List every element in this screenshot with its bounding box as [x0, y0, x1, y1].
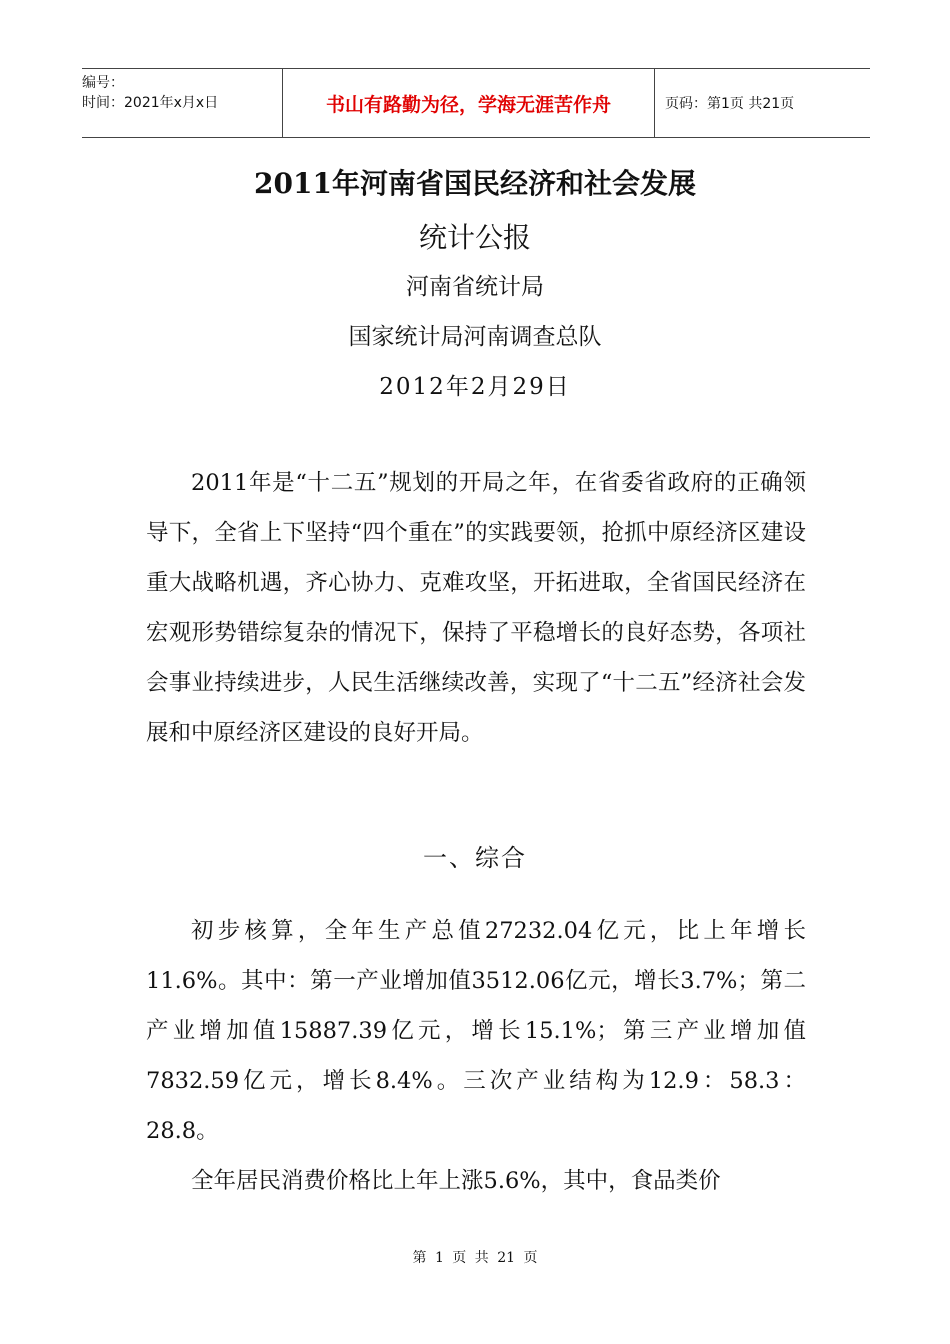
date-label: 时间：2021年x月x日: [82, 95, 219, 111]
document-title-line2: 统计公报: [418, 221, 531, 254]
page-header: [82, 68, 870, 138]
header-page-info: 页码：第1页 共21页: [665, 96, 795, 112]
issuer-survey-team: 国家统计局河南调查总队: [348, 324, 602, 350]
page-footer: 第 1 页 共 21 页: [412, 1250, 538, 1266]
gdp-paragraph: 初步核算，全年生产总值27232.04亿元，比上年增长11.6%。其中：第一产业增加值3512.06亿元，增长3.7%；第二产业增加值15887.39亿元，增长15.1%；第三产业增加值7832.59亿元，增长8.4%。三次产业结构为12.9：58.3：28.8。: [146, 918, 806, 1144]
section-heading-overview: 一、综合: [423, 844, 527, 872]
number-label: 编号：: [82, 75, 124, 91]
issuer-statistics-bureau: 河南省统计局: [406, 274, 544, 300]
intro-paragraph: 2011年是“十二五”规划的开局之年，在省委省政府的正确领导下，全省上下坚持“四个重在”的实践要领，抢抓中原经济区建设重大战略机遇，齐心协力、克难攻坚，开拓进取，全省国民经济在宏观形势错综复杂的情况下，保持了平稳增长的良好态势，各项社会事业持续进步，人民生活继续改善，实现了“十二五”经济社会发展和中原经济区建设的良好开局。: [146, 470, 806, 746]
header-motto: 书山有路勤为径，学海无涯苦作舟: [282, 69, 655, 137]
cpi-paragraph: 全年居民消费价格比上年上涨5.6%，其中，食品类价: [191, 1168, 721, 1194]
header-meta: [82, 69, 282, 137]
publish-date: 2012年2月29日: [379, 374, 571, 400]
document-title-line1: 2011年河南省国民经济和社会发展: [254, 167, 696, 200]
